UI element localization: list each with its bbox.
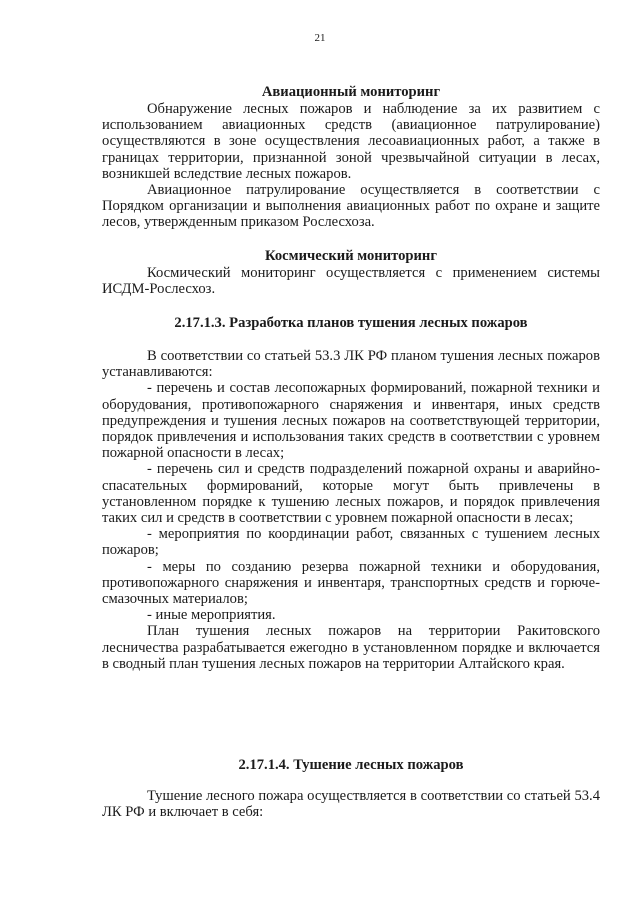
paragraph-plans-closing: План тушения лесных пожаров на территории Ракитовского лесничества разрабатывается ежегодно в установленном порядке и включается в сводный план тушения лесных пожаров на территории Алтайского края. bbox=[102, 623, 600, 672]
list-item: - перечень и состав лесопожарных формирований, пожарной техники и оборудования, противопожарного снаряжения и инвентаря, иных средств предупреждения и тушения лесных пожаров на соответствующей территории, порядок привлечения и использования таких средств в соответствии с уровнем пожарной опасности в лесах; bbox=[102, 380, 600, 462]
list-item: - перечень сил и средств подразделений пожарной охраны и аварийно-спасательных формирований, которые могут быть привлечены в установленном порядке к тушению лесных пожаров, и порядок привлечения таких сил и средств в соответствии с уровнем пожарной опасности в лесах; bbox=[102, 461, 600, 527]
list-item: - мероприятия по координации работ, связанных с тушением лесных пожаров; bbox=[102, 526, 600, 559]
page-number: 21 bbox=[314, 32, 326, 44]
section-fire-extinguishing bbox=[102, 788, 600, 820]
paragraph-plans-intro: В соответствии со статьей 53.3 ЛК РФ планом тушения лесных пожаров устанавливаются: bbox=[102, 348, 600, 381]
section-aviation-monitoring bbox=[102, 101, 600, 231]
paragraph-space-monitoring: Космический мониторинг осуществляется с применением системы ИСДМ-Рослесхоз. bbox=[102, 265, 600, 298]
heading-fire-extinguishing: 2.17.1.4. Тушение лесных пожаров bbox=[238, 757, 464, 773]
list-item: - меры по созданию резерва пожарной техники и оборудования, противопожарного снаряжения и инвентаря, транспортных средств и горюче-смазочных материалов; bbox=[102, 558, 600, 608]
heading-aviation-monitoring: Авиационный мониторинг bbox=[261, 84, 441, 100]
section-space-monitoring bbox=[102, 265, 600, 297]
list-item: - иные мероприятия. bbox=[147, 607, 276, 624]
section-fire-plans bbox=[102, 348, 600, 672]
paragraph-extinguishing-intro: Тушение лесного пожара осуществляется в соответствии со статьей 53.4 ЛК РФ и включает в себя: bbox=[102, 788, 600, 821]
heading-space-monitoring: Космический мониторинг bbox=[265, 248, 437, 264]
paragraph-aviation-detection: Обнаружение лесных пожаров и наблюдение за их развитием с использованием авиационных средств (авиационное патрулирование) осуществляются в зоне осуществления лесоавиационных работ, а также в границах территории, признанной зоной чрезвычайной ситуации в лесах, возникшей вследствие лесных пожаров. bbox=[102, 101, 600, 182]
paragraph-aviation-patrol: Авиационное патрулирование осуществляется в соответствии с Порядком организации и выполнения авиационных работ по охране и защите лесов, утвержденным приказом Рослесхоза. bbox=[102, 182, 600, 231]
heading-fire-plans: 2.17.1.3. Разработка планов тушения лесных пожаров bbox=[174, 315, 528, 331]
